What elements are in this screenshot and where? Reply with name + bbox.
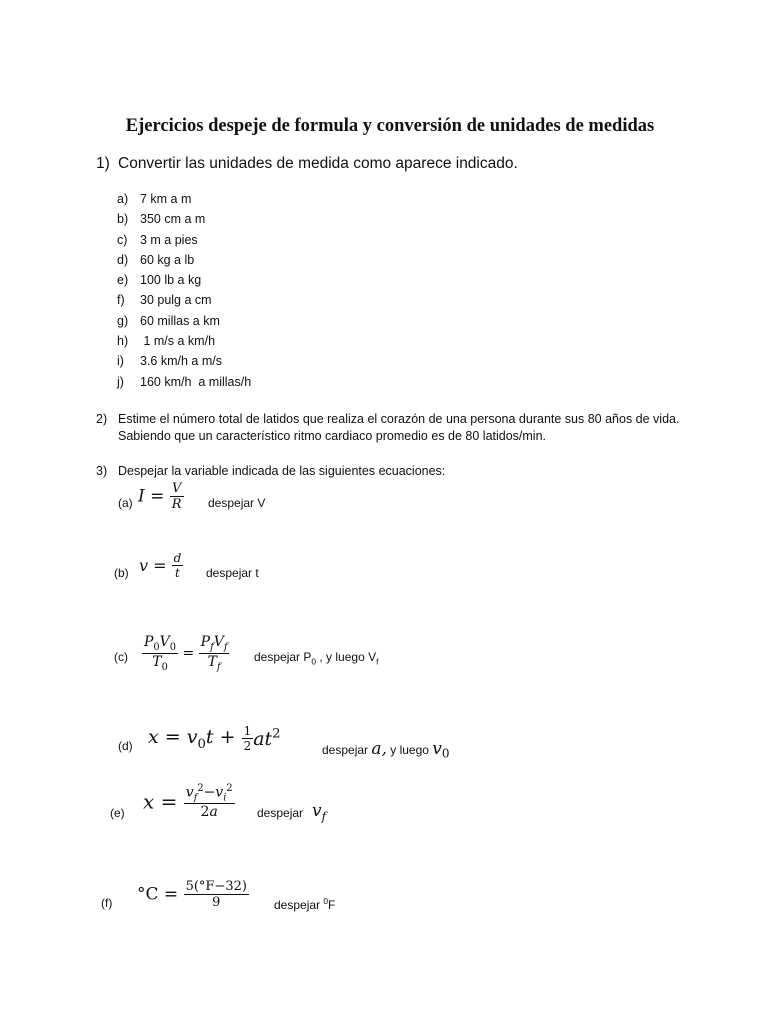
formula: I = $\frac{V}{R}$	[138, 481, 182, 512]
question-2-number: 2)	[96, 412, 108, 426]
list-item-text: 3 m a pies	[140, 232, 198, 247]
list-item-text: 350 cm a m	[140, 212, 206, 227]
question-3-number: 3)	[96, 464, 108, 478]
formula: v = $\frac{d}{t}$	[139, 551, 182, 580]
list-item-text: 60 millas a km	[140, 313, 220, 328]
equation-label: (d)	[118, 739, 133, 753]
question-3-text: Despejar la variable indicada de las siguientes ecuaciones:	[118, 464, 446, 478]
instruction-text: F	[328, 898, 336, 912]
formula: °C = $\frac{5(^\circ F-32)}{9}$	[137, 879, 247, 910]
question-1-text: Convertir las unidades de medida como aparece indicado.	[118, 155, 518, 172]
equation-instruction: despejar	[257, 806, 304, 820]
instruction-text: despejar P	[254, 650, 312, 664]
list-item-text: 3.6 km/h a m/s	[140, 354, 222, 369]
instruction-text: despejar	[322, 743, 372, 757]
list-item-letter: f)	[117, 293, 125, 308]
formula: $\frac{P_0V_0}{T_0}$ = $\frac{P_fV_f}{T_f}$	[144, 634, 228, 673]
list-item	[117, 311, 251, 331]
list-item-letter: j)	[117, 374, 124, 389]
list-item-text: 160 km/h a millas/h	[140, 374, 252, 389]
equation-instruction: despejar V	[208, 496, 266, 510]
list-item-letter: h)	[117, 334, 129, 349]
list-item-letter: g)	[117, 313, 129, 328]
instruction-text: y luego	[386, 743, 433, 757]
instruction-variable: v	[432, 739, 442, 759]
instruction-subscript: 0	[311, 656, 317, 667]
equation-label: (a)	[118, 496, 133, 510]
equation-instruction	[274, 896, 335, 912]
list-item	[117, 372, 251, 392]
list-item	[117, 250, 251, 270]
equation-label: (b)	[114, 566, 129, 580]
formula: $x = v_0t$ + $\frac{1}{2}$ $at^2$	[148, 724, 281, 753]
equation-label: (e)	[110, 806, 125, 820]
instruction-subscript: f	[376, 656, 379, 667]
conversion-list	[117, 189, 251, 392]
list-item-letter: d)	[117, 252, 129, 267]
instruction-superscript: 0	[323, 896, 329, 906]
list-item-text: 100 lb a kg	[140, 273, 202, 288]
instruction-text: despejar	[274, 898, 324, 912]
formula: x = $\frac{v_f^2-v_i^2}{2a}$	[143, 783, 233, 821]
list-item	[117, 209, 251, 229]
question-1-number: 1)	[96, 155, 110, 172]
list-item-letter: a)	[117, 192, 129, 206]
equation-instruction	[322, 739, 450, 760]
list-item	[117, 290, 251, 310]
equation-label: (c)	[114, 650, 128, 664]
list-item-letter: b)	[117, 212, 129, 227]
equation-instruction: despejar t	[206, 566, 259, 580]
list-item	[117, 230, 251, 250]
page-title: Ejercicios despeje de formula y conversión de unidades de medidas	[125, 116, 655, 136]
instruction-variable: a,	[371, 739, 387, 759]
list-item-letter: c)	[117, 232, 128, 247]
equation-label: (f)	[101, 896, 113, 910]
list-item-text: 1 m/s a km/h	[140, 334, 216, 349]
instruction-text: , y luego V	[316, 650, 377, 664]
list-item-letter: i)	[117, 354, 124, 369]
list-item-text: 30 pulg a cm	[140, 293, 212, 308]
list-item	[117, 351, 251, 371]
list-item	[117, 331, 251, 351]
list-item-text: 60 kg a lb	[140, 252, 195, 267]
list-item-letter: e)	[117, 273, 129, 288]
question-2-text: Estime el número total de latidos que realiza el corazón de una persona durante sus 80 años de vida. Sabiendo que un característico ritmo cardiaco promedio es de 80 latidos/min.	[118, 412, 680, 443]
equation-instruction	[254, 650, 378, 666]
list-item	[117, 189, 251, 209]
question-1	[96, 155, 518, 173]
instruction-subscript: 0	[441, 746, 450, 761]
list-item	[117, 270, 251, 290]
list-item-text: 7 km a m	[140, 192, 192, 206]
instruction-variable: $v_f$	[312, 801, 327, 824]
